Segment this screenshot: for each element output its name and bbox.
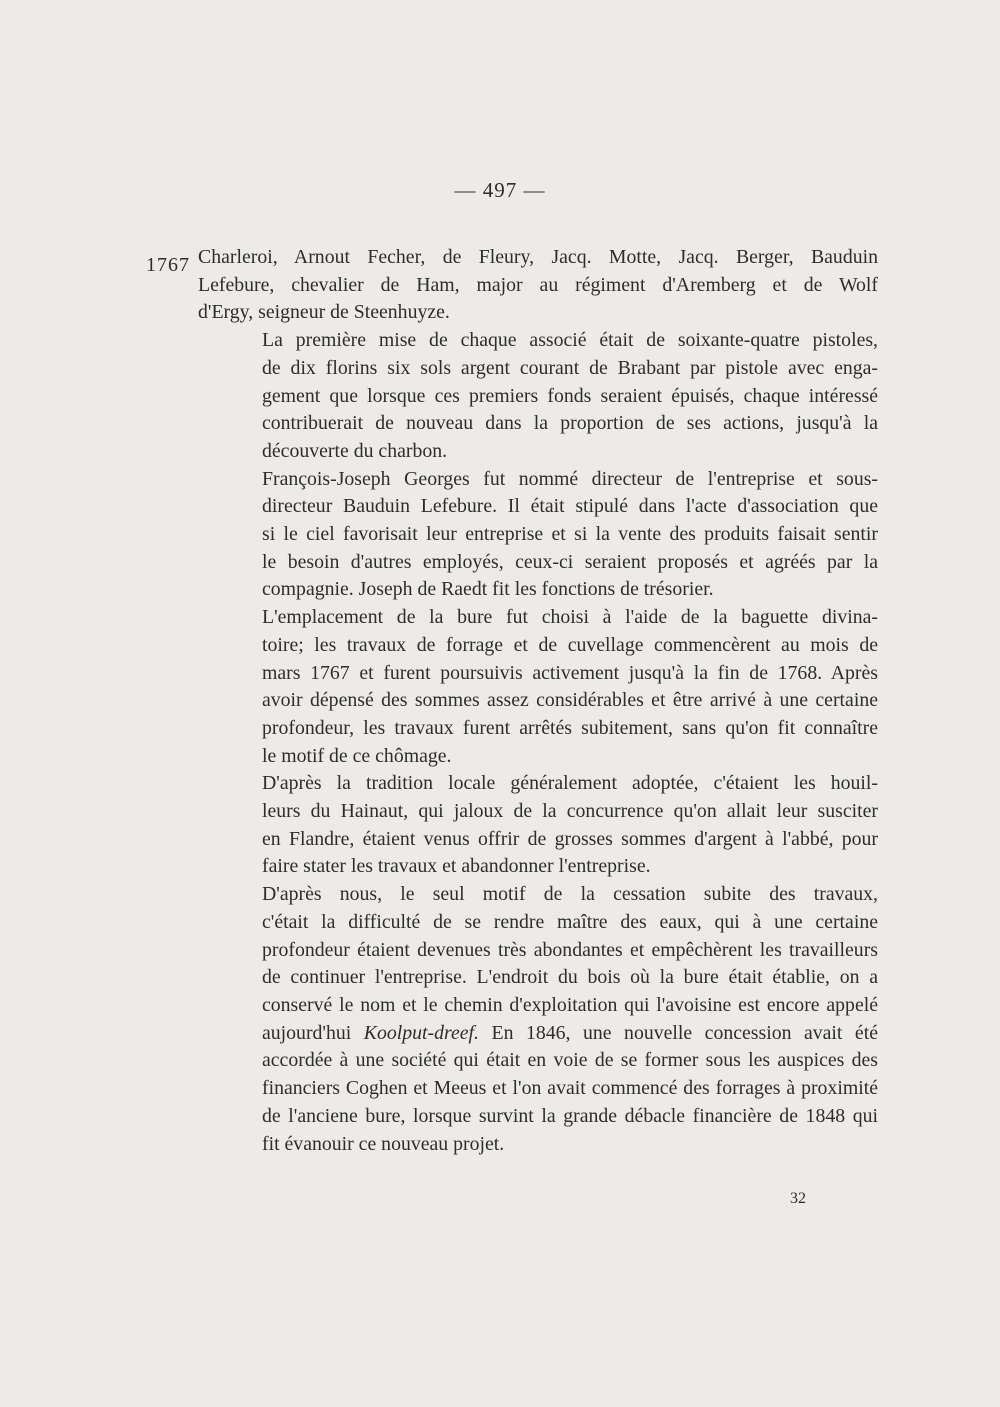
margin-year: 1767 bbox=[146, 254, 190, 276]
text-line: le besoin d'autres employés, ceux-ci seraient proposés et agréés par la bbox=[262, 550, 878, 573]
paragraph bbox=[198, 244, 878, 327]
text-line bbox=[198, 1020, 878, 1048]
text-line: d'Ergy, seigneur de Steenhuyze. bbox=[198, 301, 450, 324]
text-line: de l'anciene bure, lorsque survint la grande débacle financière de 1848 qui bbox=[262, 1104, 878, 1127]
text-line: toire; les travaux de forrage et de cuvellage commencèrent au mois de bbox=[262, 633, 878, 656]
text-line: directeur Bauduin Lefebure. Il était stipulé dans l'acte d'association que bbox=[262, 495, 878, 518]
paragraph bbox=[198, 604, 878, 770]
text-line: c'était la difficulté de se rendre maître des eaux, qui à une certaine bbox=[262, 910, 878, 933]
text-segment: En 1846, une nouvelle concession avait été bbox=[478, 1021, 878, 1044]
text-line: gement que lorsque ces premiers fonds seraient épuisés, chaque intéressé bbox=[262, 384, 878, 407]
paragraph-container bbox=[198, 244, 878, 881]
paragraph bbox=[198, 881, 878, 1158]
text-line: conservé le nom et le chemin d'exploitation qui l'avoisine est encore appelé bbox=[262, 993, 878, 1016]
italic-place-name: Koolput-dreef. bbox=[363, 1021, 479, 1044]
text-line: compagnie. Joseph de Raedt fit les fonctions de trésorier. bbox=[262, 578, 714, 601]
text-line: accordée à une société qui était en voie de se former sous les auspices des bbox=[262, 1049, 878, 1072]
text-line: D'après nous, le seul motif de la cessation subite des travaux, bbox=[262, 883, 878, 906]
page-number: — 497 — bbox=[454, 178, 546, 202]
text-line: leurs du Hainaut, qui jaloux de la concurrence qu'on allait leur susciter bbox=[262, 800, 878, 823]
text-line: La première mise de chaque associé était de soixante-quatre pistoles, bbox=[262, 329, 878, 352]
text-line: de continuer l'entreprise. L'endroit du bois où la bure était établie, on a bbox=[262, 966, 878, 989]
text-line: en Flandre, étaient venus offrir de grosses sommes d'argent à l'abbé, pour bbox=[262, 827, 878, 850]
text-line: découverte du charbon. bbox=[262, 439, 448, 462]
signature-mark: 32 bbox=[790, 1190, 806, 1207]
text-line: fit évanouir ce nouveau projet. bbox=[262, 1132, 505, 1155]
text-line: profondeur étaient devenues très abondantes et empêchèrent les travailleurs bbox=[262, 938, 878, 961]
text-line: L'emplacement de la bure fut choisi à l'aide de la baguette divina- bbox=[262, 606, 878, 629]
paragraph bbox=[198, 466, 878, 605]
text-line: mars 1767 et furent poursuivis activement jusqu'à la fin de 1768. Après bbox=[262, 661, 878, 684]
text-line: financiers Coghen et Meeus et l'on avait commencé des forrages à proximité bbox=[262, 1077, 878, 1100]
text-line: faire stater les travaux et abandonner l'entreprise. bbox=[262, 855, 651, 878]
text-line: D'après la tradition locale généralement adoptée, c'étaient les houil- bbox=[262, 772, 878, 795]
text-line: le motif de ce chômage. bbox=[262, 744, 452, 767]
paragraph bbox=[198, 327, 878, 466]
text-line: si le ciel favorisait leur entreprise et si la vente des produits faisait sentir bbox=[262, 523, 878, 546]
text-line: avoir dépensé des sommes assez considérables et être arrivé à une certaine bbox=[262, 689, 878, 712]
body-text bbox=[198, 244, 878, 1158]
text-segment: aujourd'hui bbox=[262, 1021, 364, 1044]
text-line: profondeur, les travaux furent arrêtés subitement, sans qu'on fit connaître bbox=[262, 716, 878, 739]
text-line: Lefebure, chevalier de Ham, major au régiment d'Aremberg et de Wolf bbox=[198, 273, 878, 296]
text-line: contribuerait de nouveau dans la proportion de ses actions, jusqu'à la bbox=[262, 412, 878, 435]
paragraph bbox=[198, 770, 878, 881]
text-line: Charleroi, Arnout Fecher, de Fleury, Jacq. Motte, Jacq. Berger, Bauduin bbox=[198, 246, 878, 268]
text-line: de dix florins six sols argent courant de Brabant par pistole avec enga- bbox=[262, 356, 878, 379]
text-line: François-Joseph Georges fut nommé directeur de l'entreprise et sous- bbox=[262, 467, 878, 490]
